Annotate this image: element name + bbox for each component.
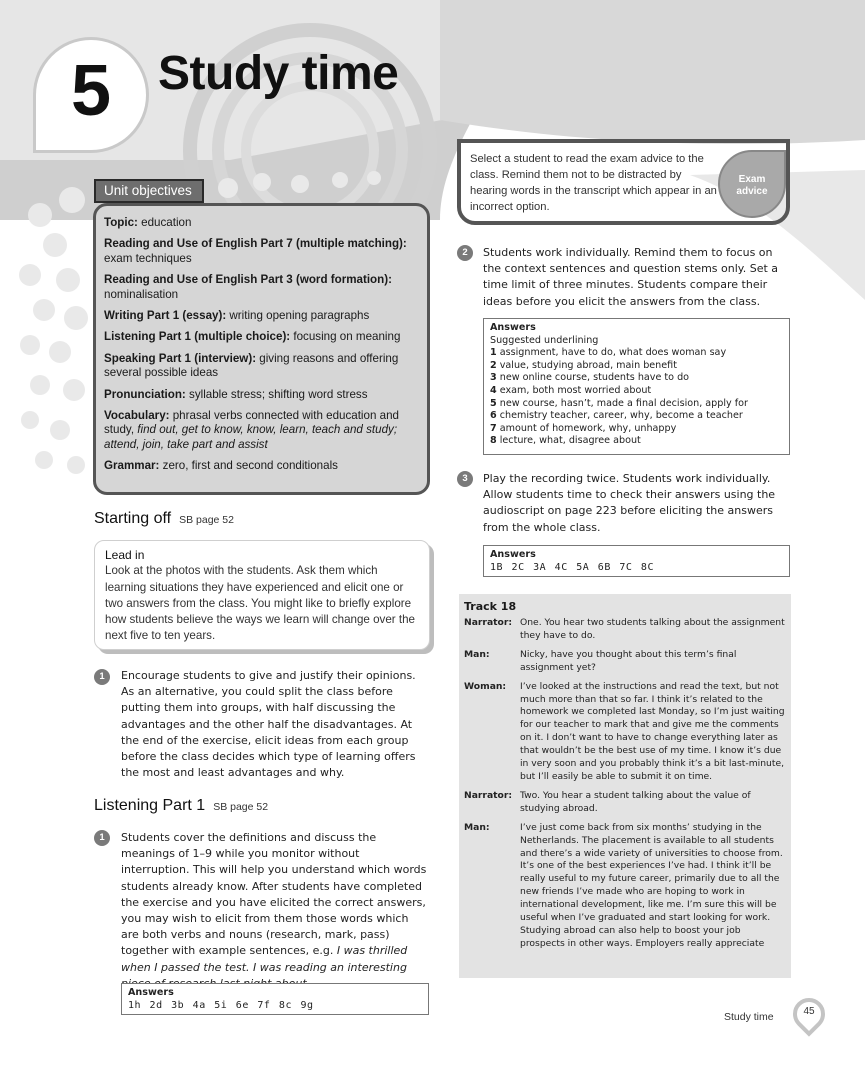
page-title: Study time	[158, 47, 399, 100]
starting-off-step-1: Encourage students to give and justify their opinions. As an alternative, you could split the class before putting them into groups, with half discussing the advantages and the other half the disadvantages. At the end of the exercise, elicit ideas from each group before the class decides which type of learning offers the most and least advantages and why.	[121, 669, 416, 780]
answer-line: 5 new course, hasn’t, made a final decision, apply for	[490, 397, 748, 409]
chapter-number-badge	[36, 40, 146, 150]
unit-objectives-tab: Unit objectives	[94, 179, 204, 203]
lead-in-text: Look at the photos with the students. Ask them which learning situations they have experienced and elicit one or two answers from the class. You might like to briefly explore how students believe the ways we learn will change over the next five to ten years.	[105, 564, 415, 643]
transcript-line: Man: I’ve just come back from six months’ studying in the Netherlands. The placement is available to all students and there’s a wide variety of universities to choose from. It’s one of the best experiences I’ve had. I think it’ll be really useful to my future career, primarily due to all the new friends I’ve made who are hoping to work in international development, like me. I’m sure this will be useful when I’ve graduated and start looking for work. Studying abroad can also help to boost your job prospects in other ways. Employers really appreciate	[464, 821, 783, 949]
track-title: Track 18	[464, 600, 517, 613]
objective-speaking: Speaking Part 1 (interview): giving reasons and offering several possible ideas	[104, 351, 399, 380]
step-number-badge: 1	[94, 830, 110, 846]
answers-heading: Answers	[490, 322, 536, 333]
objective-listening: Listening Part 1 (multiple choice): focusing on meaning	[104, 330, 401, 344]
step-3-answers-box	[483, 545, 790, 577]
answer-line: 3 new online course, students have to do	[490, 372, 690, 384]
unit-objectives-box	[93, 203, 430, 495]
answers-list: 1h 2d 3b 4a 5i 6e 7f 8c 9g	[128, 999, 314, 1011]
step-2-answers-box	[483, 318, 790, 455]
answer-line: 8 lecture, what, disagree about	[490, 435, 641, 447]
objective-reading-part7: Reading and Use of English Part 7 (multiple matching): exam techniques	[104, 237, 407, 265]
answers-heading: Answers	[128, 987, 174, 998]
transcript-line: Man: Nicky, have you thought about this term’s final assignment yet?	[464, 648, 737, 673]
objective-grammar: Grammar: zero, first and second conditionals	[104, 459, 338, 473]
exam-advice-text: Select a student to read the exam advice to the class. Remind them not to be distracted by hearing words in the transcript which appear in an incorrect option.	[470, 153, 717, 213]
objective-writing: Writing Part 1 (essay): writing opening paragraphs	[104, 309, 370, 323]
listening-step-1: Students cover the definitions and discuss the meanings of 1–9 while you monitor without interruption. This will help you understand which words students already know. After students have completed the exercise and you have elicited the correct answers, you may wish to elicit from them those words which are both verbs and nouns (research, mark, pass) together with example sentences, e.g. I was thrilled when I passed the test. I was reading an interesting	[121, 831, 427, 974]
answer-line: 1 assignment, have to do, what does woman say	[490, 347, 727, 359]
objective-topic: Topic: education	[104, 216, 192, 229]
step-number-badge: 1	[94, 669, 110, 685]
objective-vocabulary: Vocabulary: phrasal verbs connected with education and study, find out, get to know, know, learn, teach and study; attend, join, take part and assist	[104, 409, 399, 451]
step-number-badge: 3	[457, 471, 473, 487]
answers-list: 1B 2C 3A 4C 5A 6B 7C 8C	[490, 561, 654, 573]
listening-answers-box	[121, 983, 429, 1015]
objective-pronunciation: Pronunciation: syllable stress; shifting word stress	[104, 387, 368, 401]
lead-in-heading: Lead in	[105, 548, 145, 562]
transcript-line: Narrator: Two. You hear a student talking about the value of studying abroad.	[464, 789, 751, 814]
chapter-number: 5	[70, 51, 112, 131]
starting-off-heading: Starting off SB page 52	[94, 510, 234, 527]
page-number: 45	[803, 1006, 815, 1017]
transcript-line: Woman: I’ve looked at the instructions and read the text, but not much more than that so far. I think it’s related to the homework we completed last Monday, so I’m just waiting for our teacher to mark that and give me the comments on it. I don’t want to have to change everything later as that wouldn’t be the best use of my time. I know it’s due in very soon and you probably think it’s a bit last-minute, but I’ll easily be able to submit it on time.	[464, 680, 785, 782]
answer-line: 6 chemistry teacher, career, why, become a teacher	[490, 410, 743, 422]
answer-line: 4 exam, both most worried about	[490, 384, 652, 396]
objective-reading-part3: Reading and Use of English Part 3 (word formation): nominalisation	[104, 273, 392, 301]
step-2-text: Students work individually. Remind them to focus on the context sentences and question stems only. Set a time limit of three minutes. Students compare their ideas before you elicit the answers from the class.	[483, 246, 779, 308]
listening-heading: Listening Part 1 SB page 52	[94, 797, 269, 814]
exam-advice-badge: Exam advice	[718, 150, 786, 218]
step-3-text: Play the recording twice. Students work individually. Allow students time to check their answers using the audioscript on page 223 before eliciting the answers from the whole class.	[483, 472, 776, 534]
answers-subheading: Suggested underlining	[490, 334, 599, 346]
transcript-line: Narrator: One. You hear two students talking about the assignment they have to do.	[464, 617, 785, 641]
answer-line: 7 amount of homework, why, unhappy	[490, 422, 677, 434]
track-transcript	[459, 594, 791, 978]
footer-section-name: Study time	[724, 1011, 774, 1023]
step-number-badge: 2	[457, 245, 473, 261]
lead-in-box	[94, 540, 430, 650]
answers-heading: Answers	[490, 549, 536, 560]
answer-line: 2 value, studying abroad, main benefit	[490, 359, 677, 371]
